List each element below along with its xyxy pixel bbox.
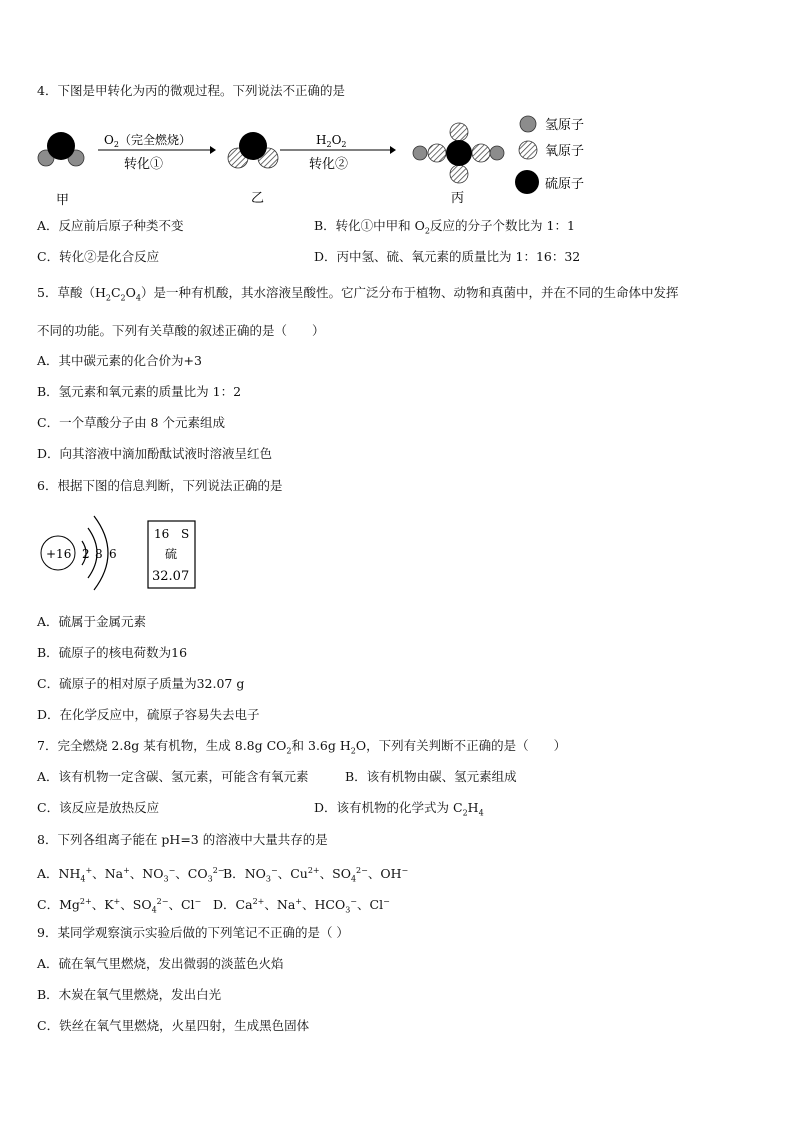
q6-atom-diagram xyxy=(30,508,250,598)
step1-label: 转化① xyxy=(124,157,164,172)
q8-option-d: D．$Ca^{2+}$、Na+、$HCO_3^-$、Cl− xyxy=(213,897,390,915)
q6-option-d: D．在化学反应中，硫原子容易失去电子 xyxy=(37,707,260,722)
q8-option-b: B．$NO_3^-$、$Cu^{2+}$、$SO_4^{2-}$、OH− xyxy=(223,866,409,884)
element-name: 硫 xyxy=(165,547,178,561)
q9-option-c: C．铁丝在氧气里燃烧，火星四射，生成黑色固体 xyxy=(37,1018,310,1033)
q9-option-a: A．硫在氧气里燃烧，发出微弱的淡蓝色火焰 xyxy=(37,956,284,971)
molecule-c-atoms xyxy=(413,123,504,183)
q6-option-c: C．硫原子的相对原子质量为32.07 g xyxy=(37,676,245,691)
shell-2-count: 8 xyxy=(95,547,103,561)
shell-3-count: 6 xyxy=(109,547,117,561)
step1-reagent: $O_2$（完全燃烧） xyxy=(104,133,191,149)
molecule-a-label: 甲 xyxy=(56,193,70,208)
legend-h: 氢原子 xyxy=(545,118,585,133)
q9-stem: 9．某同学观察演示实验后做的下列笔记不正确的是（ ） xyxy=(37,925,349,940)
step2-label: 转化② xyxy=(309,157,349,172)
q4-option-d: D．丙中氢、硫、氧元素的质量比为 1：16：32 xyxy=(314,249,581,264)
legend xyxy=(515,116,584,194)
atomic-number: 16 xyxy=(154,527,170,541)
q9-option-b: B．木炭在氧气里燃烧，发出白光 xyxy=(37,987,222,1002)
legend-s: 硫原子 xyxy=(545,177,585,192)
q4-option-b: B．转化①中甲和 $O_2$反应的分子个数比为 1：1 xyxy=(314,218,575,236)
q5-option-c: C．一个草酸分子由 8 个元素组成 xyxy=(37,415,225,430)
q8-option-a: A．$NH_4^+$、Na+、$NO_3^-$、$CO_3^{2-}$ xyxy=(37,866,225,884)
element-symbol: S xyxy=(181,527,190,541)
q4-option-c: C．转化②是化合反应 xyxy=(37,249,160,264)
legend-o: 氧原子 xyxy=(545,144,585,159)
q5-option-b: B．氢元素和氧元素的质量比为 1：2 xyxy=(37,384,242,399)
nucleus-charge: +16 xyxy=(46,547,72,561)
molecule-c-label: 丙 xyxy=(451,191,465,206)
q5-option-d: D．向其溶液中滴加酚酞试液时溶液呈红色 xyxy=(37,446,273,461)
molecule-a-atoms xyxy=(38,132,84,166)
atomic-mass: 32.07 xyxy=(152,569,190,584)
q4-option-a: A．反应前后原子种类不变 xyxy=(37,218,184,233)
q7-option-c: C．该反应是放热反应 xyxy=(37,800,160,815)
q7-stem: 7．完全燃烧 2.8g 某有机物，生成 8.8g $CO_2$和 3.6g $H_2O$，下列有关判断不正确的是（ ） xyxy=(37,738,567,756)
molecule-b-label: 乙 xyxy=(251,191,265,206)
q4-reaction-diagram xyxy=(0,108,794,208)
q8-stem: 8．下列各组离子能在 pH=3 的溶液中大量共存的是 xyxy=(37,832,328,847)
q6-stem: 6．根据下图的信息判断，下列说法正确的是 xyxy=(37,478,283,493)
q8-option-c: C．$Mg^{2+}$、K+、$SO_4^{2-}$、Cl− xyxy=(37,897,202,915)
q5-stem-line2: 不同的功能。下列有关草酸的叙述正确的是（ ） xyxy=(37,323,325,338)
q6-option-b: B．硫原子的核电荷数为16 xyxy=(37,645,188,660)
q7-option-a: A．该有机物一定含碳、氢元素，可能含有氧元素 xyxy=(37,769,309,784)
q7-option-d: D．该有机物的化学式为 $C_2H_4$ xyxy=(314,800,484,818)
q5-stem: 5．草酸$(H_2C_2O_4)$是一种有机酸，其水溶液呈酸性。它广泛分布于植物、动物和真菌中，并在不同的生命体中发挥 xyxy=(37,285,679,303)
step2-reagent: $H_2O_2$ xyxy=(316,133,347,149)
q6-option-a: A．硫属于金属元素 xyxy=(37,614,147,629)
q5-option-a: A．其中碳元素的化合价为+3 xyxy=(37,353,202,368)
q7-option-b: B．该有机物由碳、氢元素组成 xyxy=(345,769,517,784)
molecule-b-atoms xyxy=(228,132,278,168)
q4-stem: 4．下图是甲转化为丙的微观过程。下列说法不正确的是 xyxy=(37,83,345,98)
shell-1-count: 2 xyxy=(82,547,90,561)
